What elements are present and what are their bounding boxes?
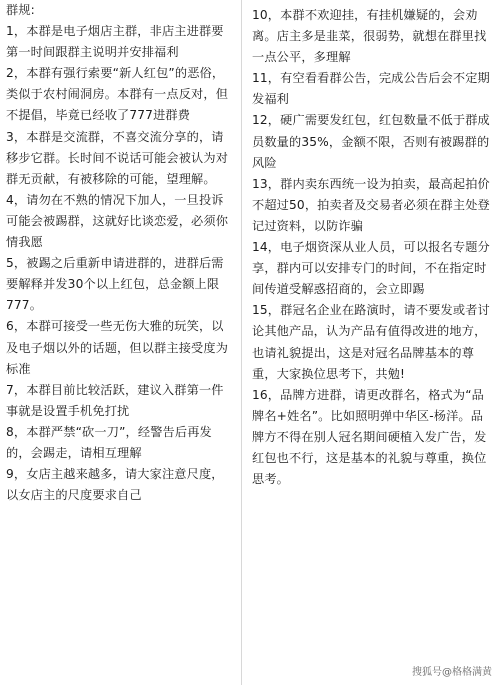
watermark: 搜狐号@格格满黄 (412, 667, 492, 678)
rule-11: 11，有空看看群公告，完成公告后会不定期发福利 (252, 71, 490, 107)
rule-10: 10，本群不欢迎挂，有挂机嫌疑的，会劝离。店主多是韭菜，很弱势，就想在群里找一点公平，多理解 (252, 8, 487, 65)
rule-9: 9，女店主越来越多，请大家注意尺度，以女店主的尺度要求自己 (6, 467, 224, 503)
rule-16: 16，品牌方进群，请更改群名，格式为“品牌名+姓名”。比如照明弹中华区-杨洋。品牌方不得在别人冠名期间硬植入发广告，发红包也不行，这是基本的礼貌与尊重，换位思考。 (252, 387, 487, 487)
rule-14: 14，电子烟资深从业人员，可以报名专题分享，群内可以安排专门的时间，不在指定时间传道受解惑招商的，会立即踢 (252, 240, 490, 297)
rule-8: 8，本群严禁“砍一刀”，经警告后再发的，会踢走，请相互理解 (6, 424, 212, 460)
rule-1: 1，本群是电子烟店主群，非店主进群要第一时间跟群主说明并安排福利 (6, 24, 224, 60)
rule-15: 15，群冠名企业在路演时，请不要发或者讨论其他产品，认为产品有值得改进的地方，也请礼貌提出，这是对冠名品牌基本的尊重，大家换位思考下，共勉! (252, 303, 490, 381)
rule-7: 7，本群目前比较活跃，建议入群第一件事就是设置手机免打扰 (6, 382, 224, 418)
rules-title: 群规: (6, 3, 35, 17)
rule-12: 12，硬广需要发红包，红包数量不低于群成员数量的35%，金额不限，否则有被踢群的风险 (252, 113, 490, 170)
rule-2: 2，本群有强行索要“新人红包”的恶俗，类似于农村闹洞房。本群有一点反对，但不提倡，毕竟已经收了777进群费 (6, 66, 229, 123)
rule-5: 5，被踢之后重新申请进群的，进群后需要解释并发30个以上红包，总金额上限777。 (6, 256, 224, 313)
rules-left-column (0, 0, 242, 685)
rules-right-column (242, 0, 500, 685)
rule-13: 13，群内卖东西统一设为拍卖，最高起拍价不超过50，拍卖者及交易者必须在群主处登记过资料，以防诈骗 (252, 176, 490, 233)
rule-6: 6，本群可接受一些无伤大雅的玩笑，以及电子烟以外的话题，但以群主接受度为标准 (6, 319, 229, 376)
rule-3: 3，本群是交流群，不喜交流分享的，请移步它群。长时间不说话可能会被认为对群无贡献，有被移除的可能，望理解。 (6, 129, 229, 186)
rule-4: 4，请勿在不熟的情况下加人，一旦投诉可能会被踢群，这就好比谈恋爱，必须你情我愿 (6, 192, 229, 250)
